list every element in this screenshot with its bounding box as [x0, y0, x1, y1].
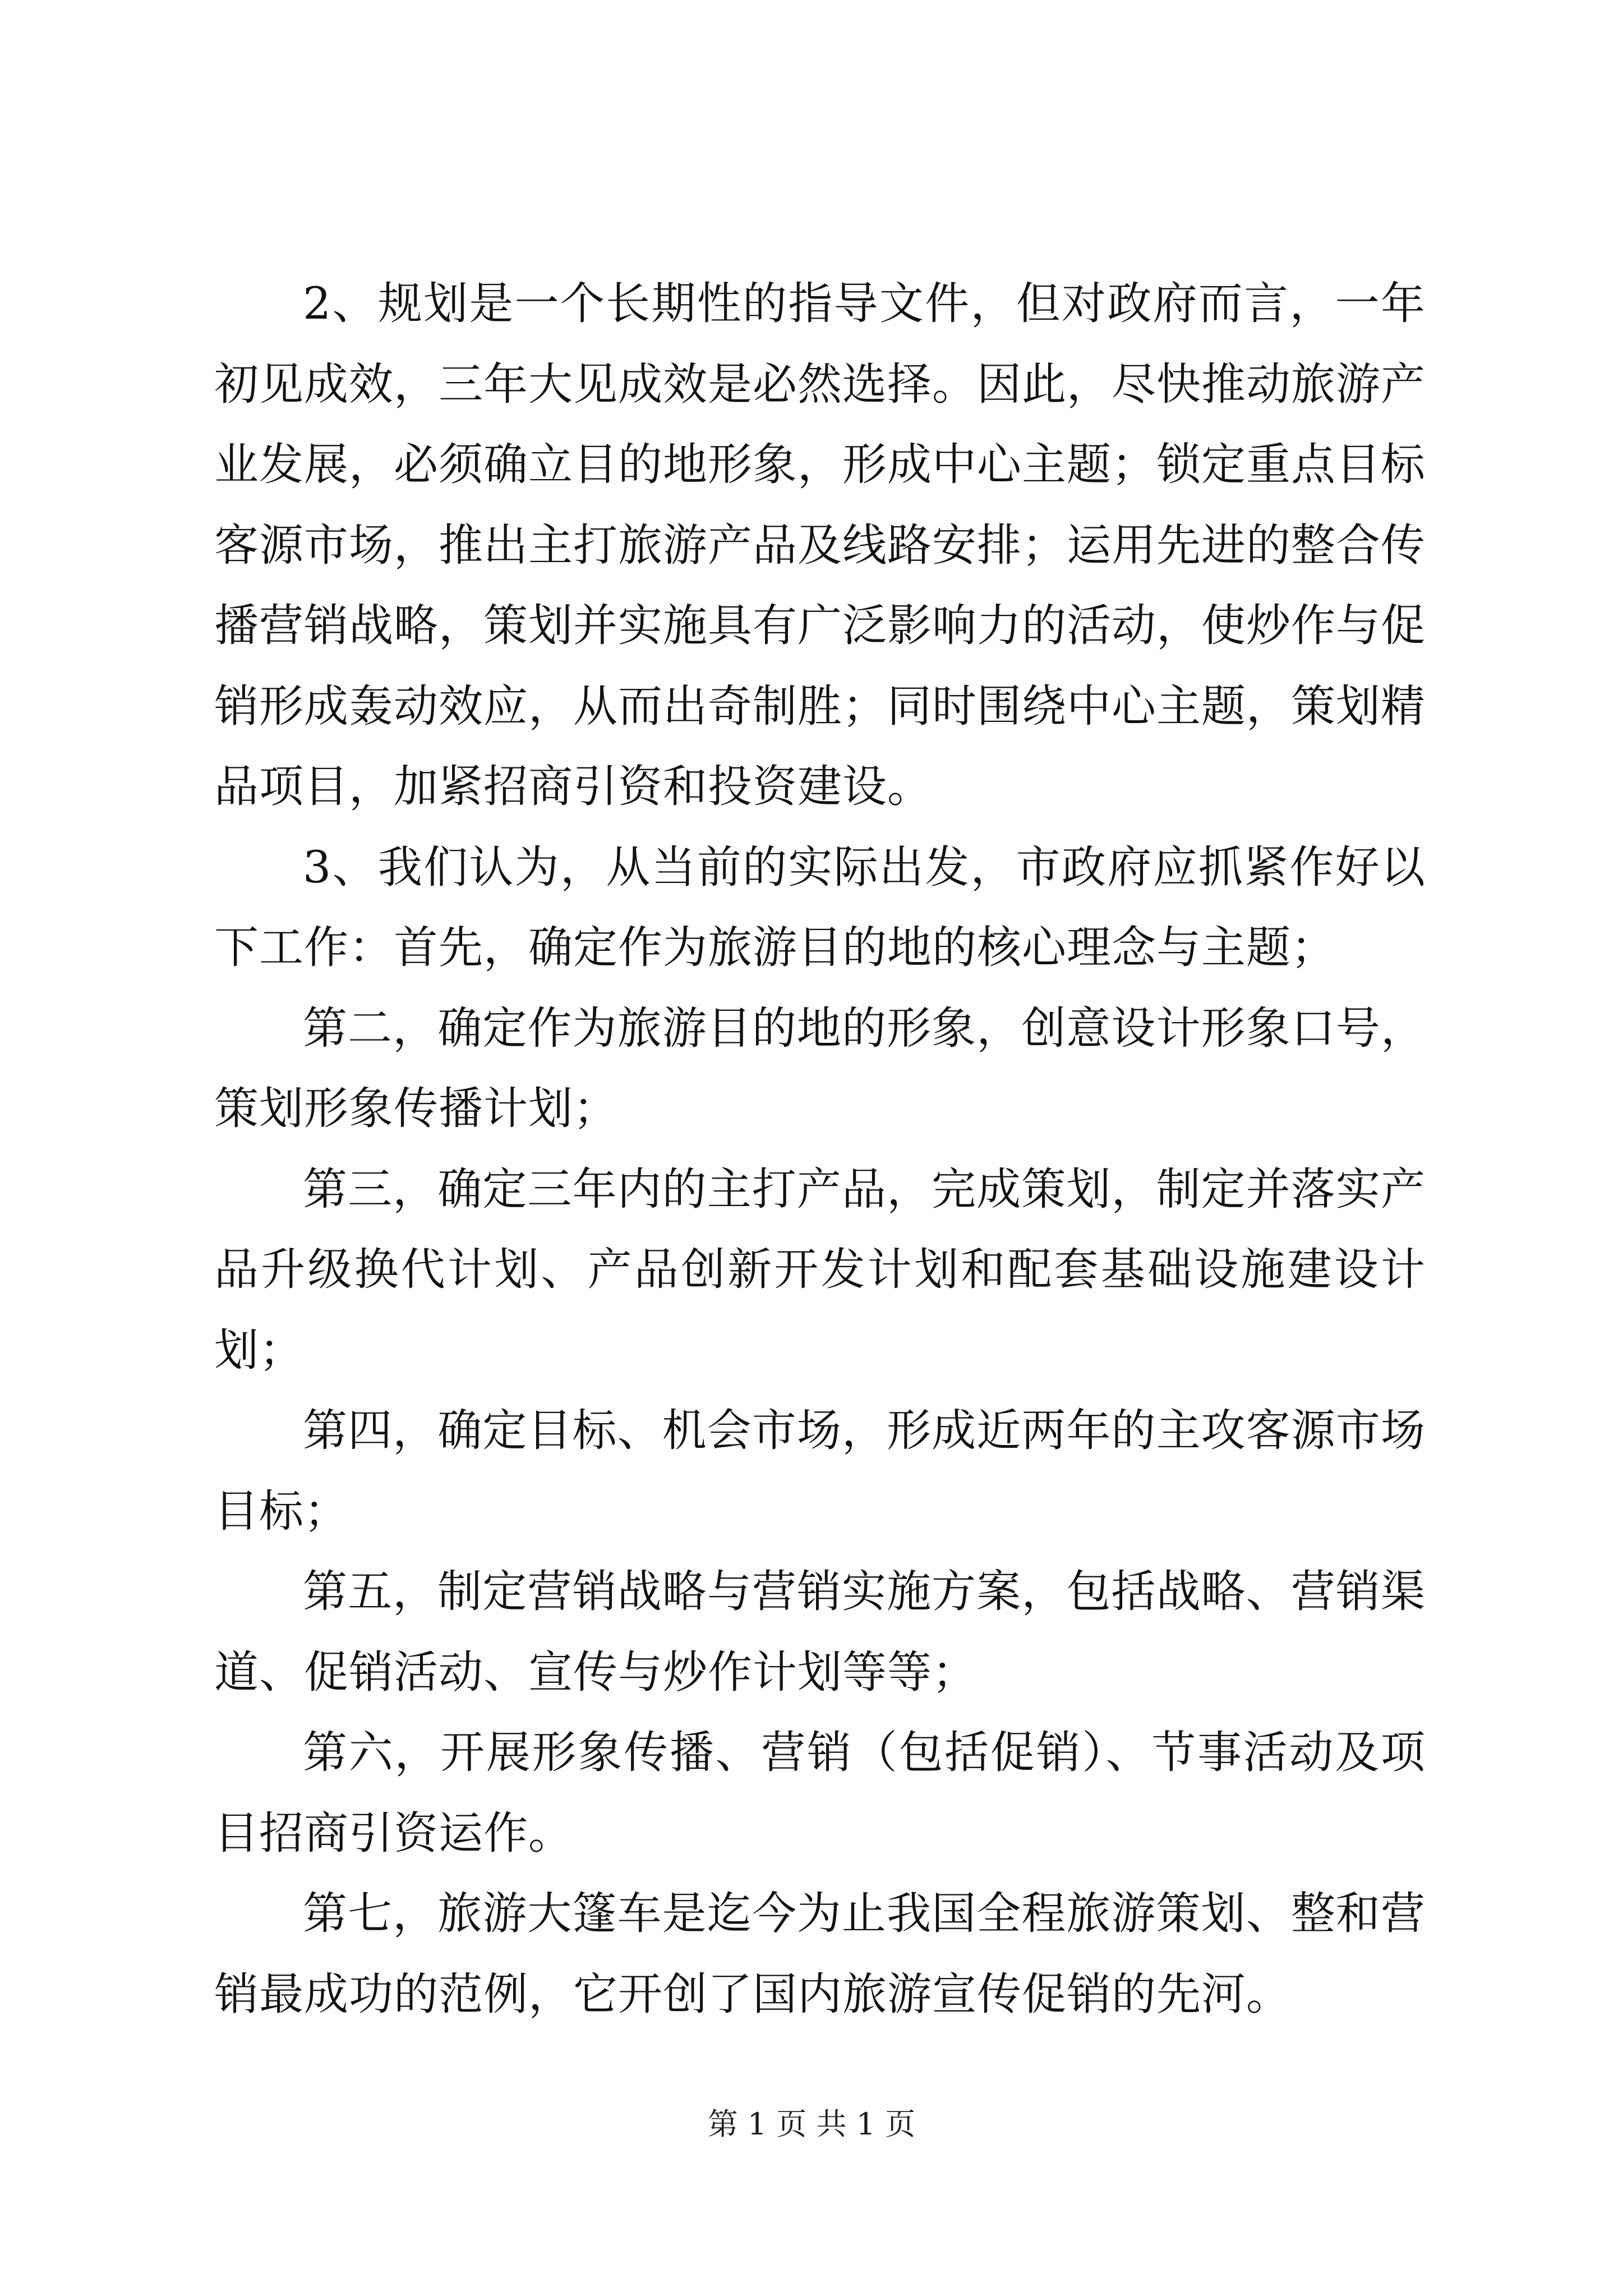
- paragraph-seventh-caravan: 第七，旅游大篷车是迄今为止我国全程旅游策划、整和营销最成功的范例，它开创了国内旅游宣传促销的先河。: [214, 1888, 1426, 2020]
- paragraph-fourth-markets: 第四，确定目标、机会市场，形成近两年的主攻客源市场目标；: [214, 1405, 1426, 1537]
- document-body: [214, 264, 1426, 2035]
- paragraph-third-products: 第三，确定三年内的主打产品，完成策划，制定并落实产品升级换代计划、产品创新开发计划和配套基础设施建设计划；: [214, 1163, 1426, 1376]
- paragraph-sixth-promotion: 第六，开展形象传播、营销（包括促销）、节事活动及项目招商引资运作。: [214, 1727, 1426, 1859]
- page-footer: [0, 2105, 1623, 2144]
- paragraph-3-government-work: 3、我们认为，从当前的实际出发，市政府应抓紧作好以下工作：首先，确定作为旅游目的地的核心理念与主题；: [214, 841, 1426, 973]
- paragraph-fifth-marketing: 第五，制定营销战略与营销实施方案，包括战略、营销渠道、促销活动、宣传与炒作计划等等；: [214, 1566, 1426, 1698]
- paragraph-2-planning: 2、规划是一个长期性的指导文件，但对政府而言，一年初见成效，三年大见成效是必然选择。因此，尽快推动旅游产业发展，必须确立目的地形象，形成中心主题；锁定重点目标客源市场，推出主打旅游产品及线路安排；运用先进的整合传播营销战略，策划并实施具有广泛影响力的活动，使炒作与促销形成轰动效应，从而出奇制胜；同时围绕中心主题，策划精品项目，加紧招商引资和投资建设。: [214, 278, 1426, 812]
- paragraph-second-image: 第二，确定作为旅游目的地的形象，创意设计形象口号，策划形象传播计划；: [214, 1002, 1426, 1134]
- page-number-label: 第 1 页 共 1 页: [707, 2106, 916, 2142]
